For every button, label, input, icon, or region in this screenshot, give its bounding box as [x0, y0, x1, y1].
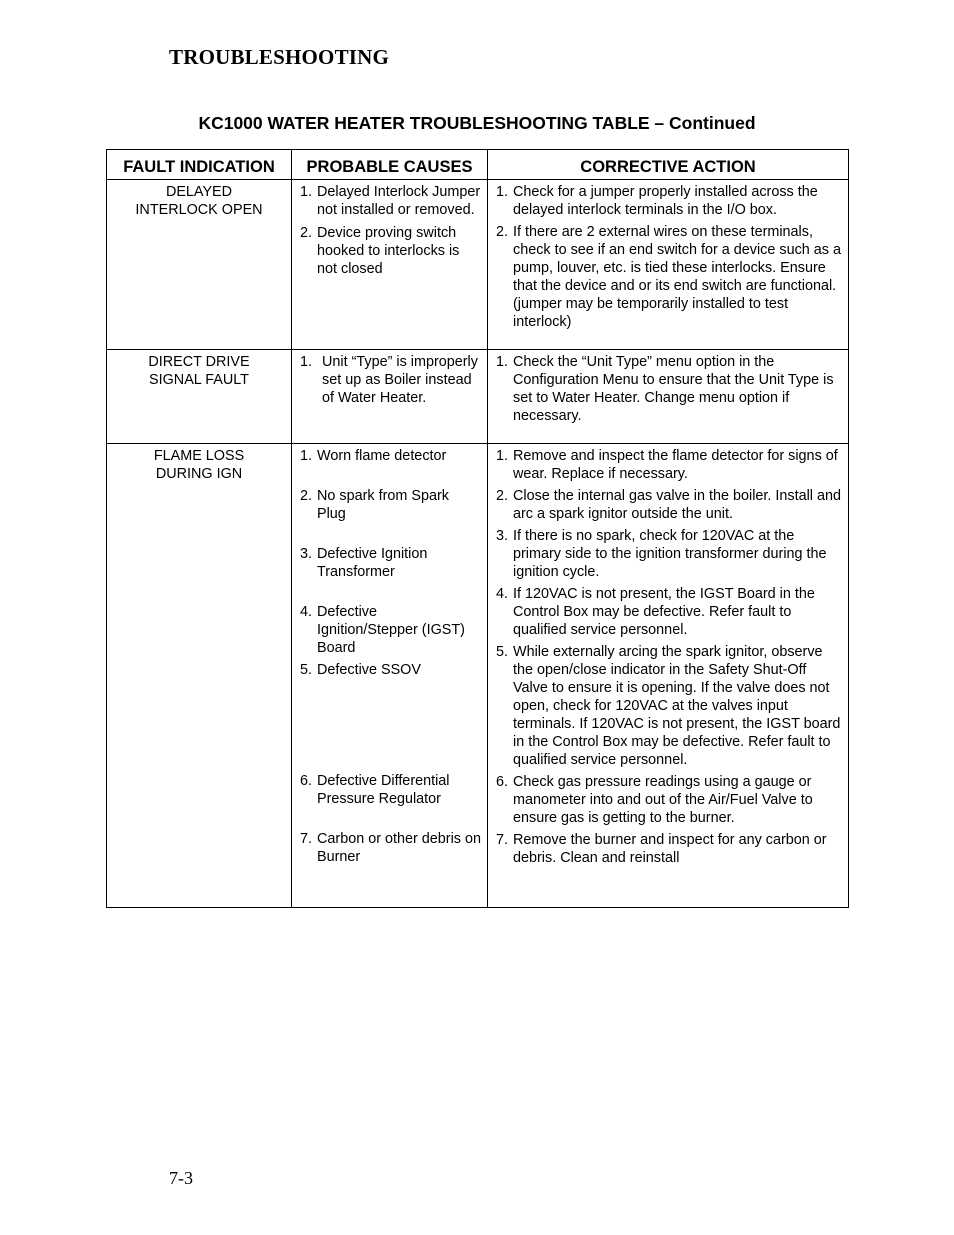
cause-item [300, 545, 481, 581]
table-row [107, 180, 849, 350]
cause-item [300, 224, 481, 278]
cause-item [300, 661, 481, 679]
fault-indication-cell [107, 180, 292, 350]
cause-item [300, 183, 481, 219]
table-title: KC1000 WATER HEATER TROUBLESHOOTING TABLE – Continued [198, 113, 756, 133]
item-number: 5. [300, 662, 313, 678]
cause-text: No spark from Spark Plug [317, 488, 449, 522]
cause-text: Device proving switch hooked to interlocks is not closed [317, 225, 460, 277]
item-number: 3. [300, 546, 313, 562]
cause-text: Defective Differential Pressure Regulator [317, 773, 450, 807]
item-number: 1. [496, 184, 509, 200]
item-number: 1. [300, 184, 313, 200]
cause-item [300, 487, 481, 523]
cause-item [300, 772, 481, 808]
probable-causes-cell [292, 350, 488, 444]
cause-item [300, 353, 481, 407]
item-number: 1. [300, 448, 313, 464]
item-number: 1. [300, 354, 313, 370]
item-number: 2. [300, 225, 313, 241]
actions-list [496, 447, 842, 867]
table-row [107, 350, 849, 444]
cause-text: Delayed Interlock Jumper not installed or removed. [317, 184, 481, 218]
column-header-causes: PROBABLE CAUSES [292, 150, 488, 180]
cause-item [300, 603, 481, 657]
fault-line: SIGNAL FAULT [149, 372, 249, 388]
action-item [496, 223, 842, 331]
cause-text: Defective SSOV [317, 662, 421, 678]
fault-line: INTERLOCK OPEN [135, 202, 263, 218]
column-header-action: CORRECTIVE ACTION [488, 150, 849, 180]
probable-causes-cell [292, 444, 488, 908]
action-item [496, 831, 842, 867]
item-number: 7. [300, 831, 313, 847]
action-item [496, 447, 842, 483]
item-number: 1. [496, 448, 509, 464]
fault-line: FLAME LOSS [153, 448, 245, 464]
action-item [496, 487, 842, 523]
item-number: 4. [496, 586, 509, 602]
action-item [496, 643, 842, 769]
table-row [107, 444, 849, 908]
action-text: Close the internal gas valve in the boiler. Install and arc a spark ignitor outside the unit. [513, 488, 841, 522]
action-item [496, 353, 842, 425]
corrective-action-cell [488, 350, 849, 444]
item-number: 2. [496, 488, 509, 504]
cause-text: Unit “Type” is improperly set up as Boiler instead of Water Heater. [322, 354, 478, 406]
item-number: 6. [496, 774, 509, 790]
action-text: Remove and inspect the flame detector for signs of wear. Replace if necessary. [513, 448, 838, 482]
section-heading: TROUBLESHOOTING [169, 45, 390, 69]
action-text: Check the “Unit Type” menu option in the Configuration Menu to ensure that the Unit Type is set to Water Heater. Change menu option if necessary. [513, 354, 834, 424]
actions-list [496, 353, 842, 425]
action-text: If there are 2 external wires on these terminals, check to see if an end switch for a device such as a pump, louver, etc. is tied these interlocks. Ensure that the device and or its end switch are functional. (jumper may be temporarily installed to test interlock) [513, 224, 841, 330]
actions-list [496, 183, 842, 331]
action-text: If 120VAC is not present, the IGST Board in the Control Box may be defective. Refer fault to qualified service personnel. [513, 586, 815, 638]
item-number: 1. [496, 354, 509, 370]
corrective-action-cell [488, 444, 849, 908]
action-text: Remove the burner and inspect for any carbon or debris. Clean and reinstall [513, 832, 827, 866]
fault-line: DIRECT DRIVE [148, 354, 250, 370]
column-header-fault: FAULT INDICATION [107, 150, 292, 180]
item-number: 2. [300, 488, 313, 504]
action-text: Check gas pressure readings using a gauge or manometer into and out of the Air/Fuel Valve to ensure gas is getting to the burner. [513, 774, 813, 826]
item-number: 2. [496, 224, 509, 240]
cause-item [300, 830, 481, 866]
item-number: 6. [300, 773, 313, 789]
table-header-row [107, 150, 849, 180]
troubleshooting-table [106, 149, 849, 908]
cause-text: Carbon or other debris on Burner [317, 831, 481, 865]
action-item [496, 183, 842, 219]
fault-line: DELAYED [165, 184, 233, 200]
action-text: Check for a jumper properly installed across the delayed interlock terminals in the I/O box. [513, 184, 818, 218]
action-item [496, 585, 842, 639]
item-number: 5. [496, 644, 509, 660]
fault-indication-cell [107, 444, 292, 908]
item-number: 3. [496, 528, 509, 544]
item-number: 4. [300, 604, 313, 620]
corrective-action-cell [488, 180, 849, 350]
probable-causes-cell [292, 180, 488, 350]
page-number: 7-3 [169, 1168, 193, 1188]
cause-text: Defective Ignition Transformer [317, 546, 428, 580]
cause-text: Defective Ignition/Stepper (IGST) Board [317, 604, 465, 656]
fault-line: DURING IGN [155, 466, 243, 482]
action-item [496, 773, 842, 827]
causes-list [300, 353, 481, 407]
action-text: While externally arcing the spark ignitor, observe the open/close indicator in the Safety Shut-Off Valve to ensure it is opening. If the valve does not open, check for 120VAC at the valves input terminals. If 120VAC is not present, the IGST board in the Control Box may be defective. Refer fault to qualified service personnel. [513, 644, 841, 768]
causes-list [300, 447, 481, 866]
action-text: If there is no spark, check for 120VAC at the primary side to the ignition transformer during the ignition cycle. [513, 528, 827, 580]
action-item [496, 527, 842, 581]
fault-indication-cell [107, 350, 292, 444]
item-number: 7. [496, 832, 509, 848]
cause-item [300, 447, 481, 465]
causes-list [300, 183, 481, 278]
cause-text: Worn flame detector [317, 448, 447, 464]
